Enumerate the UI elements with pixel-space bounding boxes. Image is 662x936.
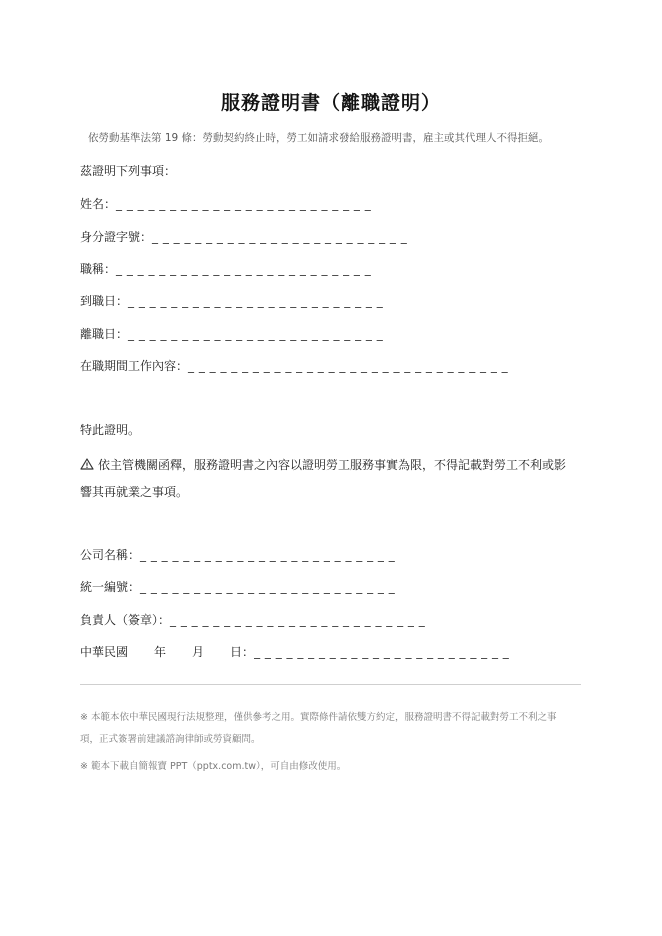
disclaimer-line-1: ※ 本範本依中華民國現行法規整理，僅供參考之用。實際條件請依雙方約定，服務證明書不得記載對勞工不利之事: [80, 712, 557, 723]
field-representative: [80, 611, 425, 628]
field-start-date: [80, 292, 383, 309]
field-name-label: 姓名：: [80, 197, 117, 211]
field-name: [80, 195, 371, 212]
field-company-name-label: 公司名稱：: [80, 548, 141, 562]
warning-triangle-icon: [80, 453, 94, 465]
field-tax-id-blank: _ _ _ _ _ _ _ _ _ _ _ _ _ _ _ _ _ _ _ _ _ _ _ _: [140, 580, 396, 594]
field-id-number-blank: _ _ _ _ _ _ _ _ _ _ _ _ _ _ _ _ _ _ _ _ _ _ _ _: [152, 230, 408, 244]
field-tax-id: [80, 578, 395, 595]
intro-text: 依勞動基準法第 19 條：勞動契約終止時，勞工如請求發給服務證明書，雇主或其代理人不得拒絕。: [88, 132, 550, 144]
field-company-name-blank: _ _ _ _ _ _ _ _ _ _ _ _ _ _ _ _ _ _ _ _ _ _ _ _: [140, 548, 396, 562]
field-job-title-label: 職稱：: [80, 262, 117, 276]
field-job-title-blank: _ _ _ _ _ _ _ _ _ _ _ _ _ _ _ _ _ _ _ _ _ _ _ _: [116, 262, 372, 276]
document-title: 服務證明書（離職證明）: [220, 92, 441, 114]
field-job-description-label: 在職期間工作內容：: [80, 359, 189, 373]
field-job-title: [80, 260, 371, 277]
field-job-description-blank: _ _ _ _ _ _ _ _ _ _ _ _ _ _ _ _ _ _ _ _ _ _ _ _ _ _ _ _ _ _: [188, 359, 509, 373]
field-representative-blank: _ _ _ _ _ _ _ _ _ _ _ _ _ _ _ _ _ _ _ _ _ _ _ _: [170, 613, 426, 627]
special-statement: 特此證明。: [80, 423, 141, 437]
field-representative-label: 負責人（簽章）：: [80, 613, 171, 627]
footer-divider: [80, 684, 581, 685]
disclaimer-note: [80, 707, 590, 751]
warning-line-2: 響其再就業之事項。: [80, 485, 189, 499]
date-day: 日：: [230, 645, 255, 659]
date-month: 月: [192, 645, 205, 659]
disclaimer-line-2: 項，正式簽署前建議諮詢律師或勞資顧問。: [80, 734, 261, 745]
field-end-date: [80, 325, 383, 342]
field-start-date-label: 到職日：: [80, 294, 129, 308]
date-line: [80, 643, 509, 660]
source-note: ※ 範本下載自簡報寶 PPT（pptx.com.tw），可自由修改使用。: [80, 761, 347, 772]
certify-heading: 茲證明下列事項：: [80, 164, 177, 178]
field-company-name: [80, 546, 395, 563]
warning-paragraph: [80, 452, 580, 506]
warning-line-1: 依主管機關函釋，服務證明書之內容以證明勞工服務事實為限，不得記載對勞工不利或影: [98, 458, 567, 472]
field-tax-id-label: 統一編號：: [80, 580, 141, 594]
field-name-blank: _ _ _ _ _ _ _ _ _ _ _ _ _ _ _ _ _ _ _ _ _ _ _ _: [116, 197, 372, 211]
field-id-number: [80, 228, 407, 245]
field-id-number-label: 身分證字號：: [80, 230, 153, 244]
field-end-date-blank: _ _ _ _ _ _ _ _ _ _ _ _ _ _ _ _ _ _ _ _ _ _ _ _: [128, 327, 384, 341]
field-job-description: [80, 357, 508, 374]
date-year: 年: [154, 645, 167, 659]
field-start-date-blank: _ _ _ _ _ _ _ _ _ _ _ _ _ _ _ _ _ _ _ _ _ _ _ _: [128, 294, 384, 308]
field-end-date-label: 離職日：: [80, 327, 129, 341]
date-blank: _ _ _ _ _ _ _ _ _ _ _ _ _ _ _ _ _ _ _ _ _ _ _ _: [254, 645, 510, 659]
date-era: 中華民國: [80, 645, 129, 659]
